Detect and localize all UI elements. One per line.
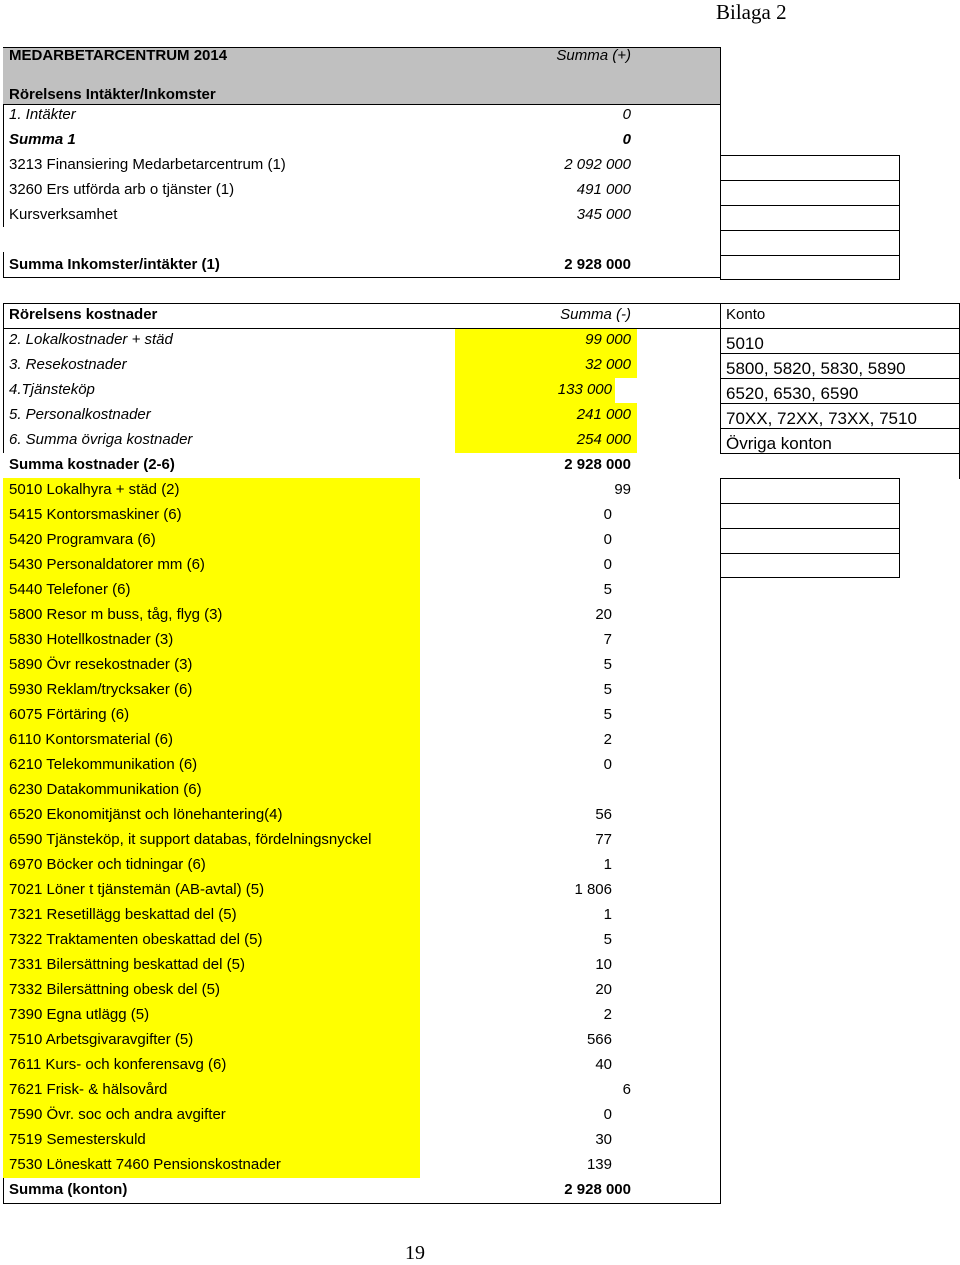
page-number: 19	[405, 1242, 425, 1264]
income-left-border	[3, 104, 4, 227]
cost-category-label: 4.Tjänsteköp	[9, 381, 95, 398]
account-value: 0	[603, 531, 612, 548]
account-value: 5	[603, 656, 612, 673]
income-label: 3260 Ers utförda arb o tjänster (1)	[9, 181, 235, 198]
accounts-right-border	[720, 478, 721, 1204]
income-total-border	[3, 277, 720, 278]
account-value: 2	[603, 1006, 612, 1023]
empty-box	[720, 180, 900, 205]
income-amount: 0	[622, 106, 631, 123]
account-value: 1	[603, 856, 612, 873]
empty-box	[720, 553, 900, 578]
account-value: 0	[603, 1106, 612, 1123]
income-label: 1. Intäkter	[9, 106, 76, 123]
account-value: 56	[595, 806, 612, 823]
cost-category-amount: 241 000	[576, 406, 631, 423]
account-value: 5	[603, 681, 612, 698]
account-value: 5	[603, 581, 612, 598]
account-value: 0	[603, 756, 612, 773]
cost-category-amount: 99 000	[585, 331, 631, 348]
account-label: 7331 Bilersättning beskattad del (5)	[9, 956, 245, 973]
account-label: 5420 Programvara (6)	[9, 531, 156, 548]
account-label: 6520 Ekonomitjänst och lönehantering(4)	[9, 806, 283, 823]
costs-title: Rörelsens kostnader	[9, 306, 158, 323]
costs-total-label: Summa kostnader (2-6)	[9, 456, 175, 473]
account-value: 566	[586, 1031, 612, 1048]
section-title: Rörelsens Intäkter/Inkomster	[9, 86, 216, 103]
sum-plus-label: Summa (+)	[556, 47, 631, 64]
account-label: 7530 Löneskatt 7460 Pensionskostnader	[9, 1156, 281, 1173]
income-label: Summa 1	[9, 131, 76, 148]
account-label: 7332 Bilersättning obesk del (5)	[9, 981, 220, 998]
accounts-total-label: Summa (konton)	[9, 1181, 128, 1198]
income-amount: 2 092 000	[564, 156, 631, 173]
cost-category-konto: 6520, 6530, 6590	[726, 384, 859, 403]
account-value: 40	[595, 1056, 612, 1073]
account-value: 1	[603, 906, 612, 923]
account-label: 5830 Hotellkostnader (3)	[9, 631, 174, 648]
account-value: 139	[586, 1156, 612, 1173]
account-label: 6110 Kontorsmaterial (6)	[9, 731, 173, 748]
empty-box	[720, 528, 900, 553]
costs-header-border	[3, 328, 720, 329]
sum-minus-label: Summa (-)	[560, 306, 631, 323]
account-value: 5	[603, 706, 612, 723]
cost-category-label: 6. Summa övriga kostnader	[9, 431, 193, 448]
account-label: 7510 Arbetsgivaravgifter (5)	[9, 1031, 194, 1048]
account-label: 5930 Reklam/trycksaker (6)	[9, 681, 193, 698]
account-label: 7611 Kurs- och konferensavg (6)	[9, 1056, 227, 1073]
account-value: 77	[595, 831, 612, 848]
income-label: 3213 Finansiering Medarbetarcentrum (1)	[9, 156, 286, 173]
cost-category-konto: 5010	[726, 334, 764, 353]
account-label: 7519 Semesterskuld	[9, 1131, 146, 1148]
cost-category-konto: 70XX, 72XX, 73XX, 7510	[726, 409, 917, 428]
account-label: 7390 Egna utlägg (5)	[9, 1006, 150, 1023]
account-value: 0	[603, 556, 612, 573]
konto-header: Konto	[726, 306, 766, 323]
account-label: 6970 Böcker och tidningar (6)	[9, 856, 206, 873]
empty-box	[720, 205, 900, 230]
sum-konton-left-border	[3, 1178, 4, 1204]
costs-left-border	[3, 303, 4, 453]
account-label: 7322 Traktamenten obeskattad del (5)	[9, 931, 263, 948]
account-label: 7021 Löner t tjänstemän (AB-avtal) (5)	[9, 881, 265, 898]
table-bottom-border	[3, 1203, 720, 1204]
account-value: 10	[595, 956, 612, 973]
empty-box	[720, 255, 900, 280]
account-value: 20	[595, 606, 612, 623]
konto-box	[720, 453, 960, 479]
annex-label: Bilaga 2	[716, 0, 787, 24]
empty-box	[720, 155, 900, 180]
account-value: 7	[603, 631, 612, 648]
income-amount: 345 000	[576, 206, 631, 223]
costs-top-border	[3, 303, 720, 304]
account-label: 6210 Telekommunikation (6)	[9, 756, 198, 773]
empty-box	[720, 478, 900, 503]
account-label: 6590 Tjänsteköp, it support databas, fördelningsnyckel	[9, 831, 372, 848]
account-label: 5415 Kontorsmaskiner (6)	[9, 506, 182, 523]
income-total-left-border	[3, 252, 4, 278]
income-amount: 0	[622, 131, 631, 148]
costs-total-amount: 2 928 000	[564, 456, 631, 473]
income-label: Kursverksamhet	[9, 206, 118, 223]
account-label: 5800 Resor m buss, tåg, flyg (3)	[9, 606, 223, 623]
cost-category-konto: Övriga konton	[726, 434, 832, 453]
account-value: 99	[614, 481, 631, 498]
account-value: 20	[595, 981, 612, 998]
empty-box	[720, 230, 900, 255]
account-label: 6230 Datakommunikation (6)	[9, 781, 202, 798]
cost-category-konto: 5800, 5820, 5830, 5890	[726, 359, 906, 378]
report-title: MEDARBETARCENTRUM 2014	[9, 47, 228, 64]
income-total-label: Summa Inkomster/intäkter (1)	[9, 256, 220, 273]
cost-category-label: 5. Personalkostnader	[9, 406, 151, 423]
account-value: 30	[595, 1131, 612, 1148]
cost-category-label: 3. Resekostnader	[9, 356, 127, 373]
account-value: 1 806	[574, 881, 612, 898]
header-bottom-border	[3, 104, 720, 105]
empty-box	[720, 503, 900, 528]
account-value: 5	[603, 931, 612, 948]
income-amount: 491 000	[576, 181, 631, 198]
account-value: 0	[603, 506, 612, 523]
account-label: 5440 Telefoner (6)	[9, 581, 131, 598]
account-value: 6	[622, 1081, 631, 1098]
account-label: 5890 Övr resekostnader (3)	[9, 656, 193, 673]
account-label: 5010 Lokalhyra + städ (2)	[9, 481, 180, 498]
accounts-total-amount: 2 928 000	[564, 1181, 631, 1198]
cost-category-amount: 133 000	[557, 381, 612, 398]
cost-category-amount: 254 000	[576, 431, 631, 448]
account-label: 7621 Frisk- & hälsovård	[9, 1081, 168, 1098]
income-total-amount: 2 928 000	[564, 256, 631, 273]
cost-category-label: 2. Lokalkostnader + städ	[9, 331, 173, 348]
account-label: 5430 Personaldatorer mm (6)	[9, 556, 205, 573]
account-label: 6075 Förtäring (6)	[9, 706, 130, 723]
account-label: 7321 Resetillägg beskattad del (5)	[9, 906, 237, 923]
account-label: 7590 Övr. soc och andra avgifter	[9, 1106, 226, 1123]
cost-category-amount: 32 000	[585, 356, 631, 373]
account-value: 2	[603, 731, 612, 748]
